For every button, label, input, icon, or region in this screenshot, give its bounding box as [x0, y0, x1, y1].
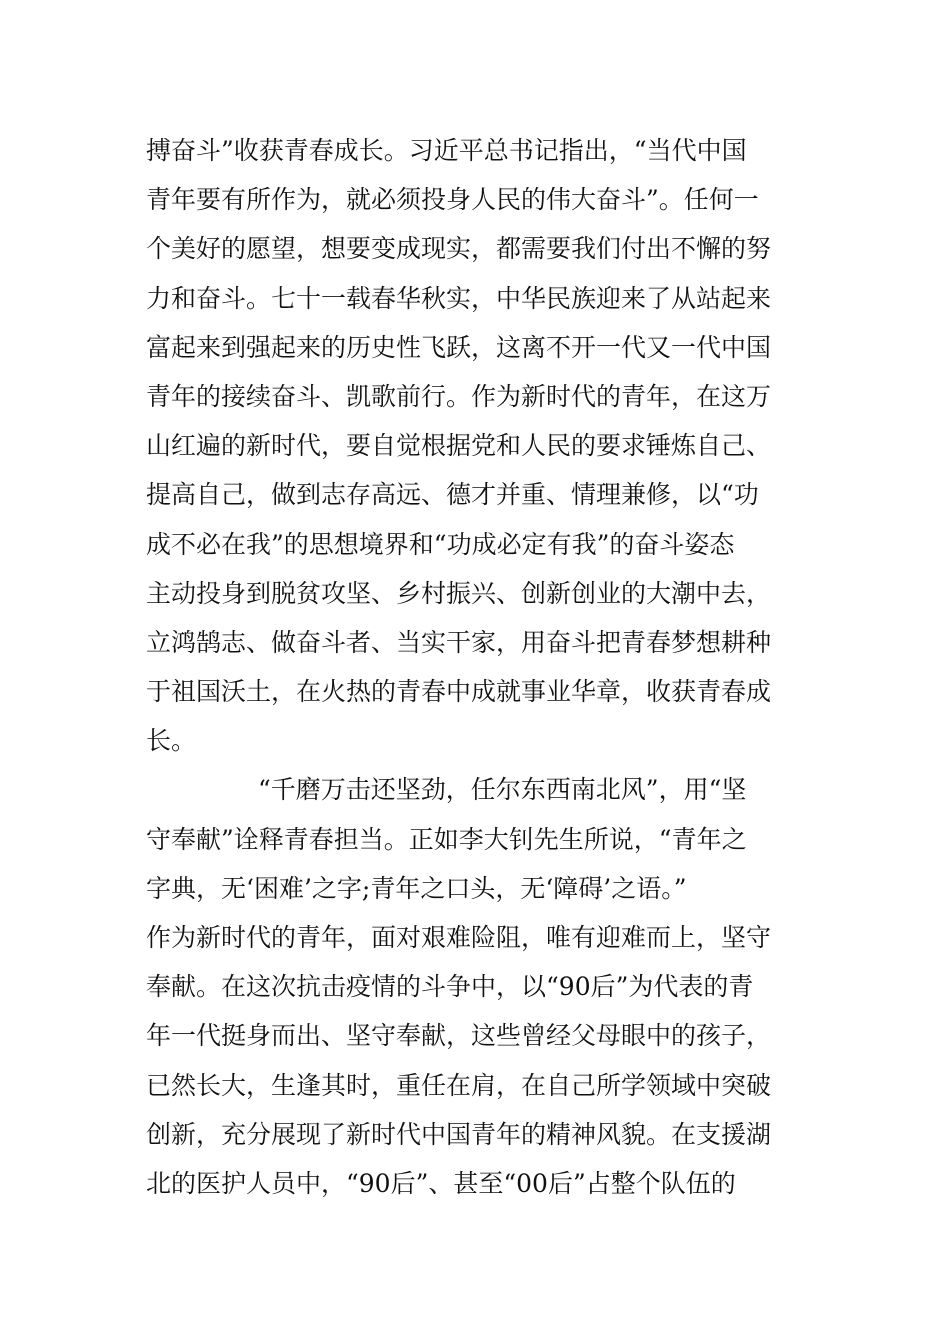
text-line: 奉献。在这次抗击疫情的斗争中，以“90后”为代表的青	[146, 972, 754, 1002]
text-line: 搏奋斗”收获青春成长。习近平总书记指出，“当代中国	[146, 136, 747, 165]
text-line: 已然长大，生逢其时，重任在肩，在自己所学领域中突破	[146, 1070, 772, 1100]
text-line: 力和奋斗。七十一载春华秋实，中华民族迎来了从站起来	[146, 283, 772, 313]
text-line: 提高自己，做到志存高远、德才并重、情理兼修，以“功	[146, 480, 759, 510]
text-line: 守奉献”诠释青春担当。正如李大钊先生所说，“青年之	[146, 824, 747, 854]
text-line: 主动投身到脱贫攻坚、乡村振兴、创新创业的大潮中去，	[146, 578, 772, 608]
text-line: 字典，无‘困难’之字;青年之口头，无‘障碍’之语。”	[146, 873, 687, 903]
text-line: 富起来到强起来的历史性飞跃，这离不开一代又一代中国	[146, 332, 772, 362]
text-line: 山红遍的新时代，要自觉根据党和人民的要求锤炼自己、	[146, 431, 772, 461]
text-line: 成不必在我”的思想境界和“功成必定有我”的奋斗姿态	[146, 529, 735, 559]
text-line: 年一代挺身而出、坚守奉献，这些曾经父母眼中的孩子，	[146, 1021, 772, 1051]
text-line-first-indented: “千磨万击还坚劲，任尔东西南北风”，用“坚	[258, 775, 747, 805]
text-line: 青年的接续奋斗、凯歌前行。作为新时代的青年，在这万	[146, 381, 772, 411]
paragraph-1	[146, 126, 816, 765]
text-line: 青年要有所作为，就必须投身人民的伟大奋斗”。任何一	[146, 185, 759, 215]
paragraph-2	[146, 765, 816, 1208]
text-line: 个美好的愿望，想要变成现实，都需要我们付出不懈的努	[146, 234, 772, 264]
text-line: 作为新时代的青年，面对艰难险阻，唯有迎难而上，坚守	[146, 923, 772, 952]
text-line: 于祖国沃土，在火热的青春中成就事业华章，收获青春成	[146, 677, 772, 707]
text-line: 北的医护人员中，“90后”、甚至“00后”占整个队伍的	[146, 1168, 736, 1198]
body-text	[146, 126, 816, 1208]
text-line: 长。	[146, 726, 197, 756]
text-line: 创新，充分展现了新时代中国青年的精神风貌。在支援湖	[146, 1119, 772, 1149]
text-line: 立鸿鹄志、做奋斗者、当实干家，用奋斗把青春梦想耕种	[146, 627, 772, 657]
